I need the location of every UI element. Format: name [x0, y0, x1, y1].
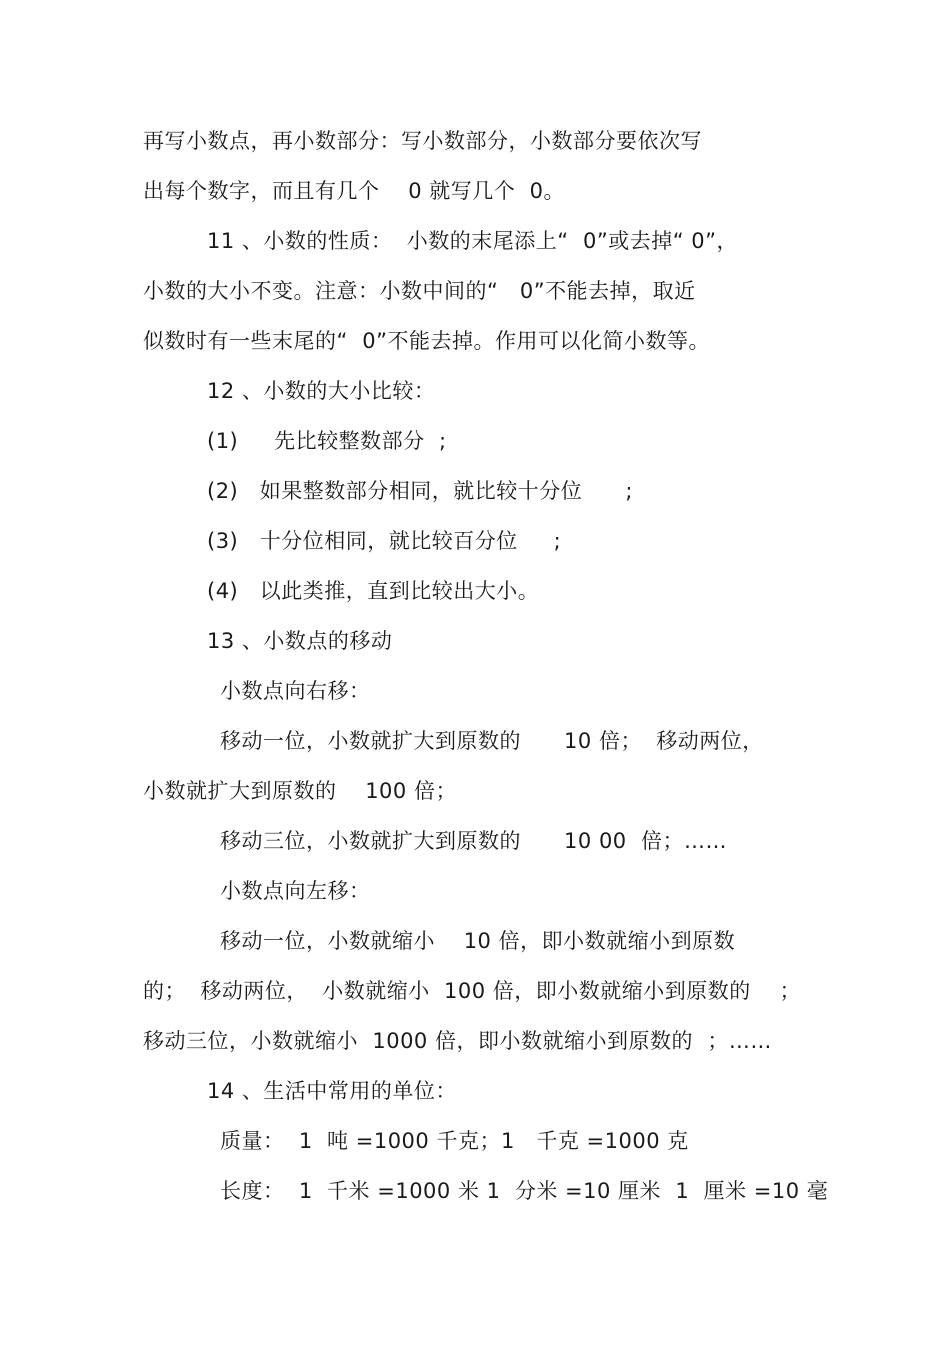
- section-13-heading: 13 、小数点的移动: [207, 629, 393, 653]
- text-line-5: 似数时有一些末尾的“ 0”不能去掉。作用可以化简小数等。: [143, 329, 710, 353]
- text-line-1: 再写小数点，再小数部分：写小数部分，小数部分要依次写: [143, 129, 702, 153]
- section-12-heading: 12 、小数的大小比较：: [207, 379, 436, 403]
- text-line-17: 移动一位，小数就缩小 10 倍，即小数就缩小到原数: [220, 929, 736, 953]
- text-line-15: 移动三位，小数就扩大到原数的 10 00 倍；……: [220, 829, 728, 853]
- section-14-heading: 14 、生活中常用的单位：: [207, 1079, 457, 1103]
- text-line-14: 小数就扩大到原数的 100 倍；: [143, 779, 457, 803]
- text-line-2: 出每个数字，而且有几个 0 就写几个 0。: [143, 179, 565, 203]
- text-line-4: 小数的大小不变。注意：小数中间的“ 0”不能去掉，取近: [143, 279, 696, 303]
- list-item-3: (3) 十分位相同，就比较百分位 ;: [207, 529, 562, 553]
- list-item-1: (1) 先比较整数部分 ;: [207, 429, 447, 453]
- text-line-19: 移动三位，小数就缩小 1000 倍，即小数就缩小到原数的 ；……: [143, 1029, 772, 1053]
- list-item-2: (2) 如果整数部分相同，就比较十分位 ;: [207, 479, 633, 503]
- list-item-4: (4) 以此类推，直到比较出大小。: [207, 579, 540, 603]
- text-line-18: 的； 移动两位， 小数就缩小 100 倍，即小数就缩小到原数的 ；: [143, 979, 802, 1003]
- section-11-heading: 11 、小数的性质： 小数的末尾添上“ 0”或去掉“ 0”，: [207, 229, 739, 253]
- text-line-mass: 质量： 1 吨 =1000 千克；1 千克 =1000 克: [220, 1129, 689, 1153]
- text-line-13: 移动一位，小数就扩大到原数的 10 倍； 移动两位，: [220, 729, 764, 753]
- text-line-length: 长度： 1 千米 =1000 米 1 分米 =10 厘米 1 厘米 =10 毫: [220, 1179, 829, 1203]
- subheading-right-move: 小数点向右移：: [220, 679, 371, 703]
- subheading-left-move: 小数点向左移：: [220, 879, 371, 903]
